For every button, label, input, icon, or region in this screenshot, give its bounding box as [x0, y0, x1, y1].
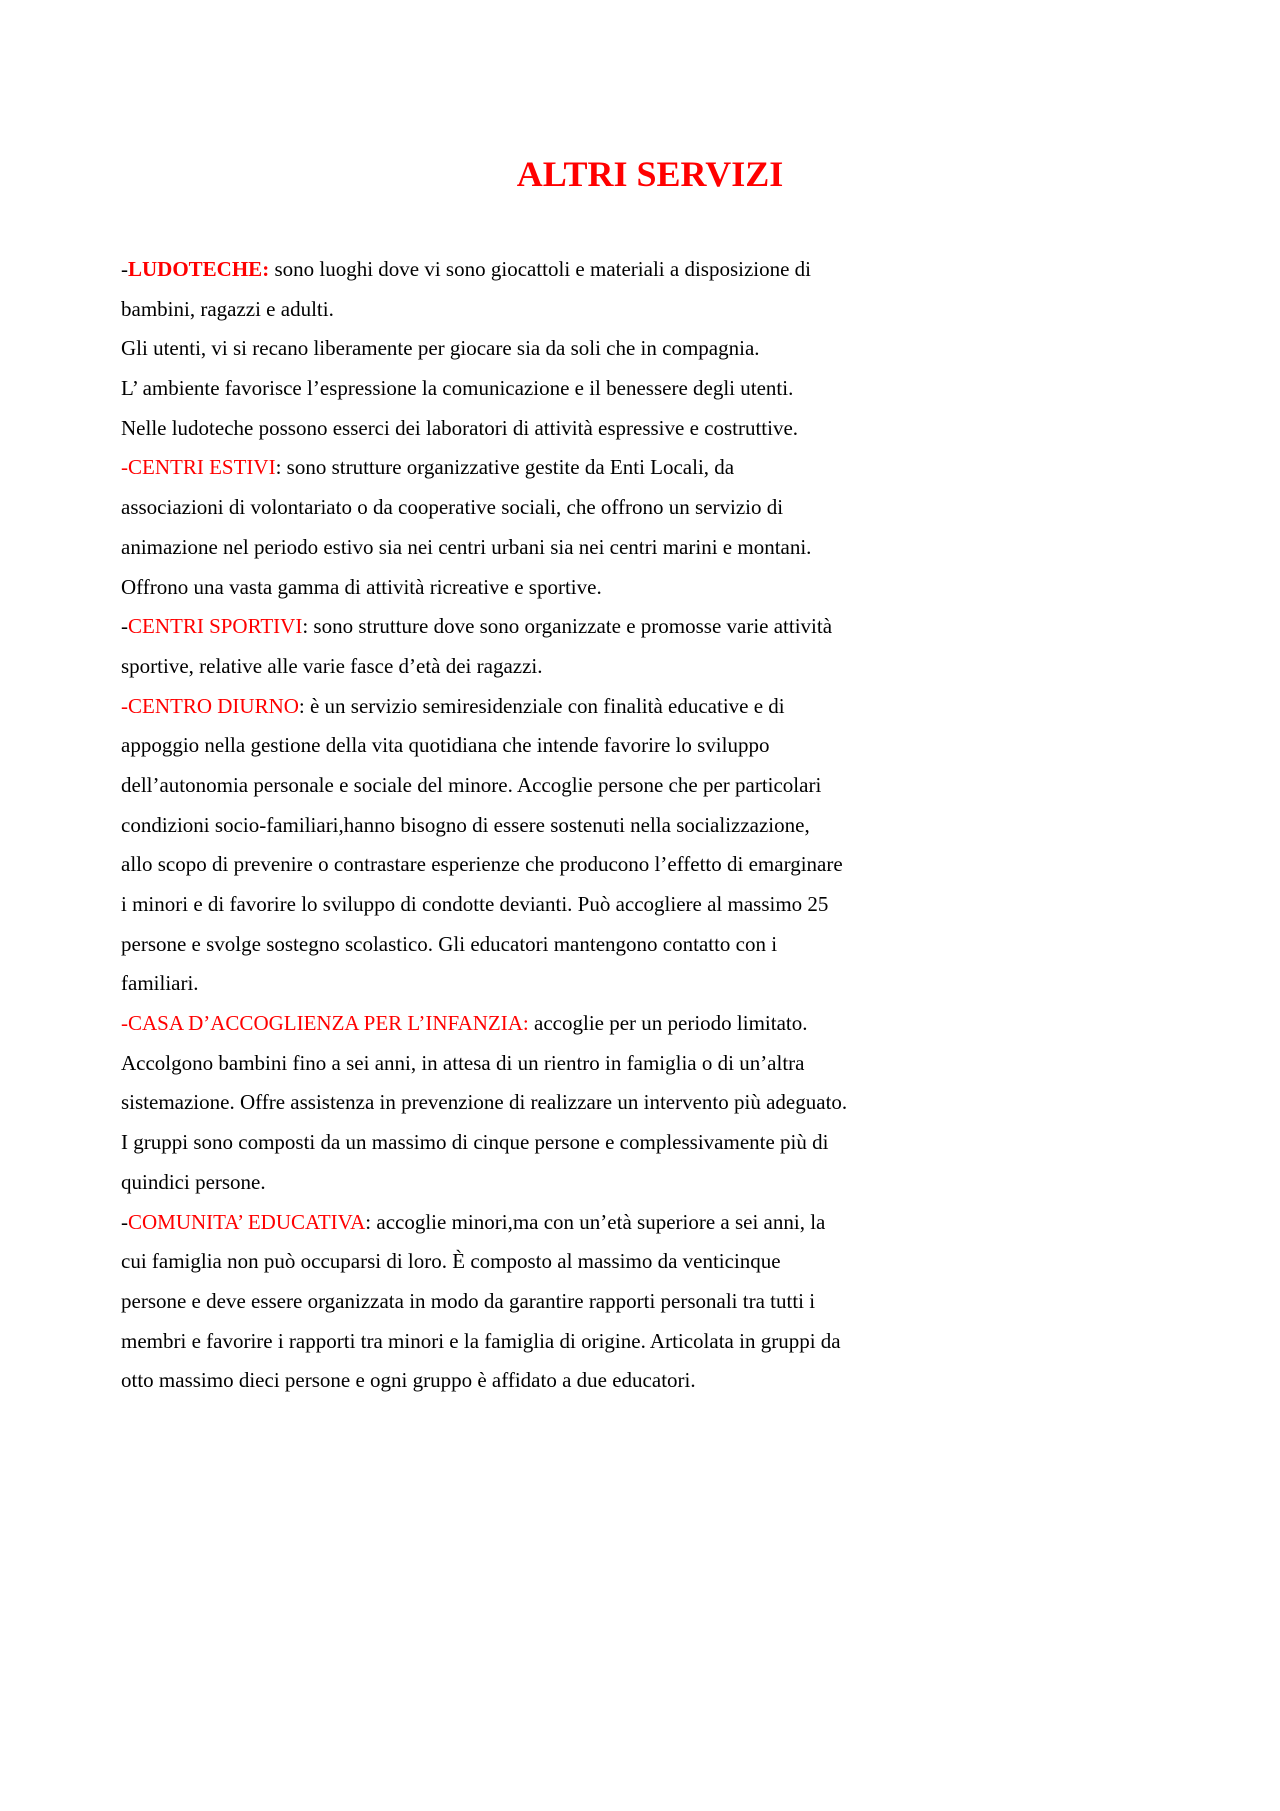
text-line: animazione nel periodo estivo sia nei centri urbani sia nei centri marini e montani.	[121, 534, 812, 559]
text-line: membri e favorire i rapporti tra minori e la famiglia di origine. Articolata in gruppi da	[121, 1328, 841, 1353]
text-line: I gruppi sono composti da un massimo di cinque persone e complessivamente più di	[121, 1130, 829, 1155]
section-heading-comunita-educativa: COMUNITA’ EDUCATIVA	[128, 1209, 366, 1234]
document-body	[121, 250, 1001, 1401]
text-line: Nelle ludoteche possono esserci dei laboratori di attività espressive e costruttive.	[121, 415, 799, 440]
section-heading-centri-estivi: -CENTRI ESTIVI	[121, 455, 276, 480]
dash: -	[121, 1209, 128, 1234]
section-heading-ludoteche: LUDOTECHE:	[128, 257, 270, 281]
line-text: : sono strutture dove sono organizzate e promosse varie attività	[302, 614, 833, 639]
text-line	[121, 1203, 1001, 1243]
text-line: bambini, ragazzi e adulti.	[121, 296, 334, 321]
text-line: quindici persone.	[121, 1169, 266, 1194]
text-line: allo scopo di prevenire o contrastare esperienze che producono l’effetto di emarginare	[121, 852, 843, 877]
text-line: otto massimo dieci persone e ogni gruppo è affidato a due educatori.	[121, 1368, 696, 1393]
line-text: : è un servizio semiresidenziale con finalità educative e di	[298, 693, 785, 718]
text-line	[121, 448, 1001, 488]
text-line	[121, 1004, 1001, 1044]
text-line: Accolgono bambini fino a sei anni, in attesa di un rientro in famiglia o di un’altra	[121, 1050, 805, 1075]
page-title: ALTRI SERVIZI	[516, 154, 784, 194]
text-line: dell’autonomia personale e sociale del minore. Accoglie persone che per particolari	[121, 772, 822, 797]
section-heading-centri-sportivi: CENTRI SPORTIVI	[128, 614, 303, 639]
text-line: Offrono una vasta gamma di attività ricreative e sportive.	[121, 574, 602, 599]
text-line	[121, 250, 1001, 290]
text-line	[121, 607, 1001, 647]
text-line: appoggio nella gestione della vita quotidiana che intende favorire lo sviluppo	[121, 733, 770, 758]
line-text: sono luoghi dove vi sono giocattoli e materiali a disposizione di	[269, 257, 812, 281]
text-line: persone e deve essere organizzata in modo da garantire rapporti personali tra tutti i	[121, 1288, 816, 1313]
section-heading-centro-diurno: -CENTRO DIURNO	[121, 693, 299, 718]
line-text: accoglie per un periodo limitato.	[528, 1011, 808, 1036]
text-line	[121, 687, 1001, 727]
text-line: associazioni di volontariato o da cooperative sociali, che offrono un servizio di	[121, 495, 784, 520]
text-line: Gli utenti, vi si recano liberamente per giocare sia da soli che in compagnia.	[121, 336, 760, 361]
text-line: persone e svolge sostegno scolastico. Gli educatori mantengono contatto con i	[121, 931, 778, 956]
text-line: sportive, relative alle varie fasce d’età dei ragazzi.	[121, 653, 543, 678]
text-line: condizioni socio-familiari,hanno bisogno di essere sostenuti nella socializzazione,	[121, 812, 810, 837]
text-line: familiari.	[121, 971, 199, 996]
line-text: : sono strutture organizzative gestite da Enti Locali, da	[275, 455, 735, 480]
section-heading-casa-accoglienza: -CASA D’ACCOGLIENZA PER L’INFANZIA:	[121, 1011, 529, 1036]
text-line: sistemazione. Offre assistenza in prevenzione di realizzare un intervento più adeguato.	[121, 1090, 848, 1115]
dash: -	[121, 257, 128, 281]
line-text: : accoglie minori,ma con un’età superiore a sei anni, la	[365, 1209, 826, 1234]
text-line: cui famiglia non può occuparsi di loro. È composto al massimo da venticinque	[121, 1249, 781, 1274]
text-line: L’ ambiente favorisce l’espressione la comunicazione e il benessere degli utenti.	[121, 376, 794, 401]
dash: -	[121, 614, 128, 639]
text-line: i minori e di favorire lo sviluppo di condotte devianti. Può accogliere al massimo 25	[121, 892, 829, 916]
